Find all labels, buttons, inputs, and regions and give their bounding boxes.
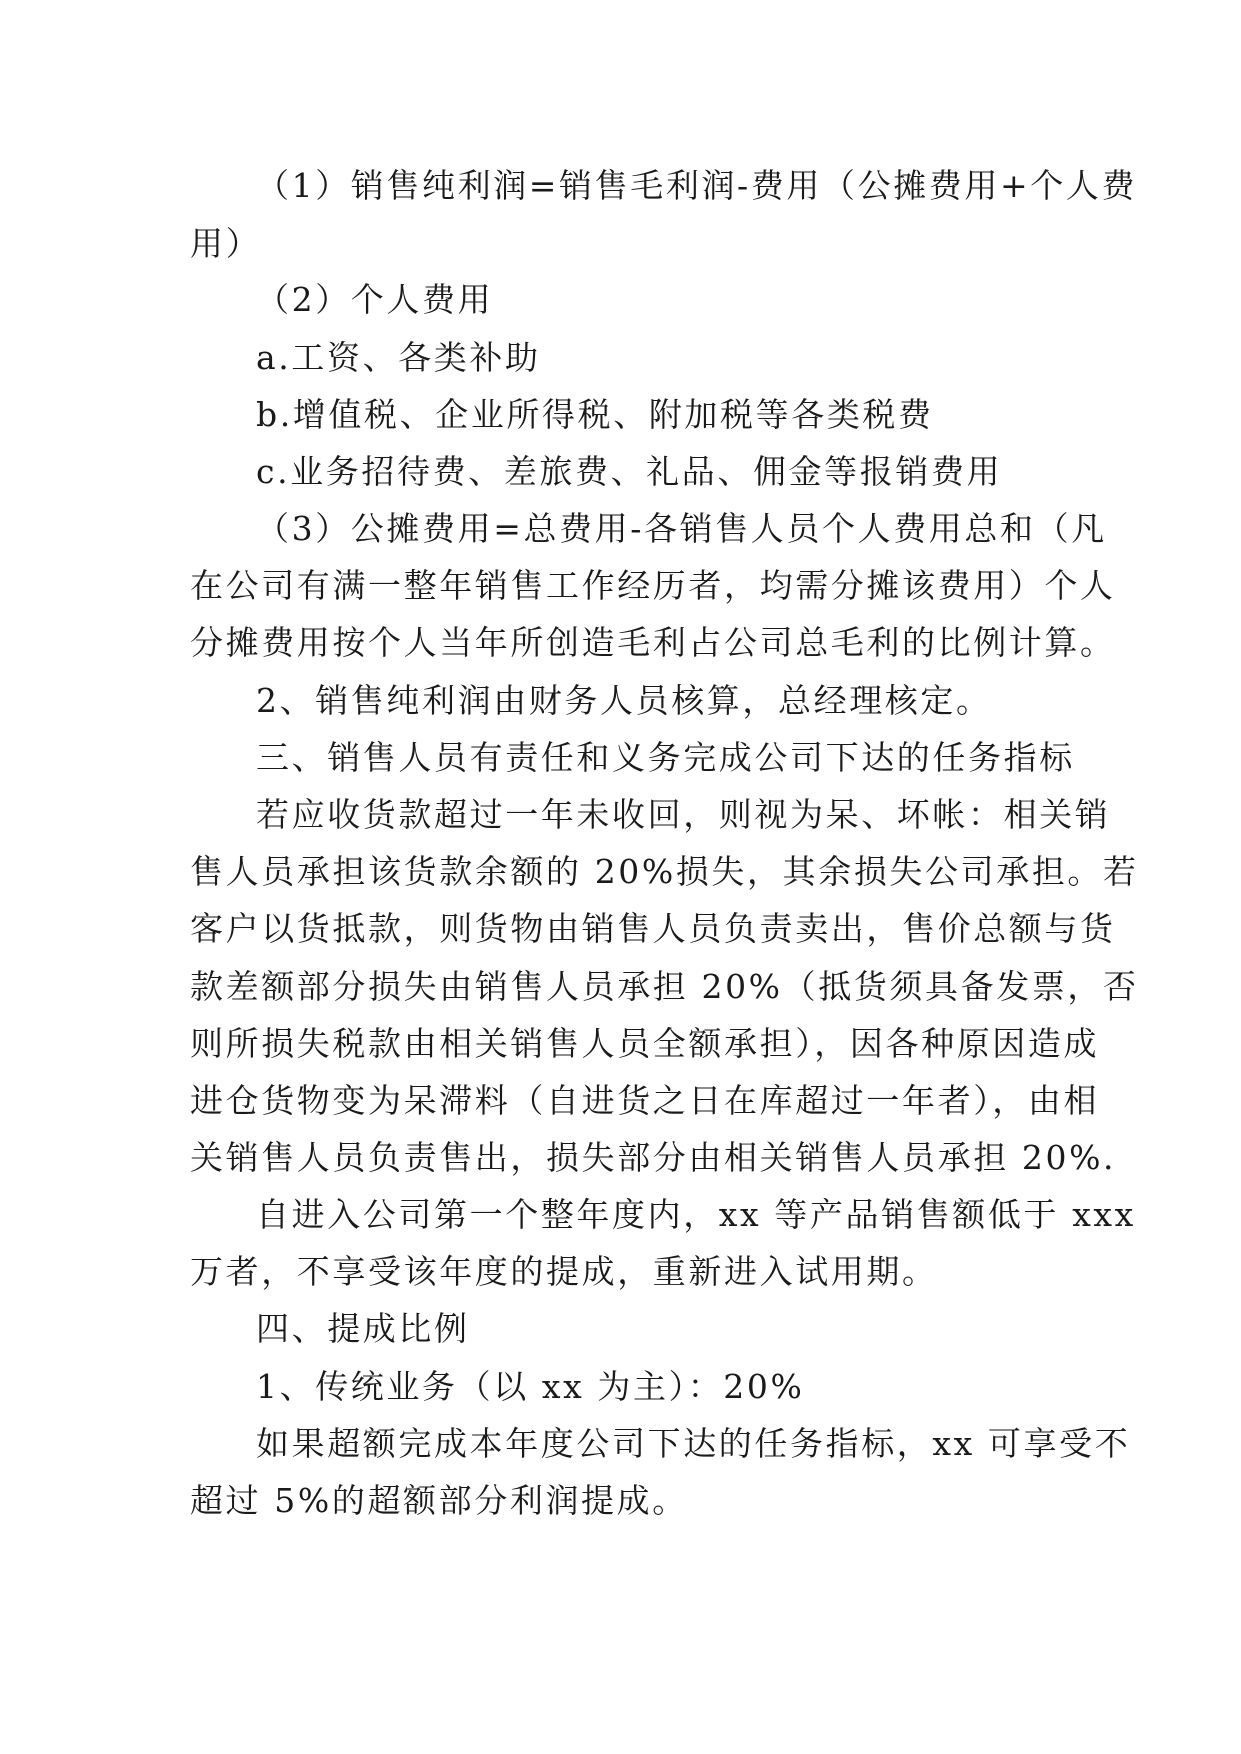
text-line-16: 则所损失税款由相关销售人员全额承担），因各种原因造成 — [190, 1024, 1100, 1063]
text-line-9: 分摊费用按个人当年所创造毛利占公司总毛利的比例计算。 — [190, 623, 1116, 662]
text-line-18: 关销售人员负责售出，损失部分由相关销售人员承担 20%. — [190, 1138, 1117, 1177]
text-line-5: b.增值税、企业所得税、附加税等各类税费 — [256, 395, 934, 434]
text-line-1: （1）销售纯利润=销售毛利润-费用（公摊费用+个人费 — [256, 166, 1138, 205]
text-line-17: 进仓货物变为呆滞料（自进货之日在库超过一年者），由相 — [190, 1081, 1100, 1120]
text-line-3: （2）个人费用 — [256, 280, 494, 319]
text-line-6: c.业务招待费、差旅费、礼品、佣金等报销费用 — [256, 452, 1003, 491]
text-line-14: 客户以货抵款，则货物由销售人员负责卖出，售价总额与货 — [190, 909, 1116, 948]
text-line-22: 1、传统业务（以 xx 为主）：20% — [256, 1367, 805, 1406]
text-line-8: 在公司有满一整年销售工作经历者，均需分摊该费用）个人 — [190, 566, 1116, 605]
text-line-4: a.工资、各类补助 — [256, 338, 541, 377]
text-line-24: 超过 5%的超额部分利润提成。 — [190, 1481, 688, 1520]
text-line-12: 若应收货款超过一年未收回，则视为呆、坏帐：相关销 — [256, 795, 1111, 834]
text-line-13: 售人员承担该货款余额的 20%损失，其余损失公司承担。若 — [190, 852, 1139, 891]
text-line-21: 四、提成比例 — [256, 1309, 470, 1348]
text-line-23: 如果超额完成本年度公司下达的任务指标，xx 可享受不 — [256, 1424, 1131, 1463]
text-line-2: 用） — [190, 224, 262, 263]
text-line-19: 自进入公司第一个整年度内，xx 等产品销售额低于 xxx — [256, 1195, 1136, 1234]
text-line-10: 2、销售纯利润由财务人员核算，总经理核定。 — [256, 681, 992, 720]
text-line-11: 三、销售人员有责任和义务完成公司下达的任务指标 — [256, 738, 1075, 777]
text-line-15: 款差额部分损失由销售人员承担 20%（抵货须具备发票，否 — [190, 967, 1139, 1006]
text-line-20: 万者，不享受该年度的提成，重新进入试用期。 — [190, 1252, 938, 1291]
text-line-7: （3）公摊费用=总费用-各销售人员个人费用总和（凡 — [256, 509, 1107, 548]
